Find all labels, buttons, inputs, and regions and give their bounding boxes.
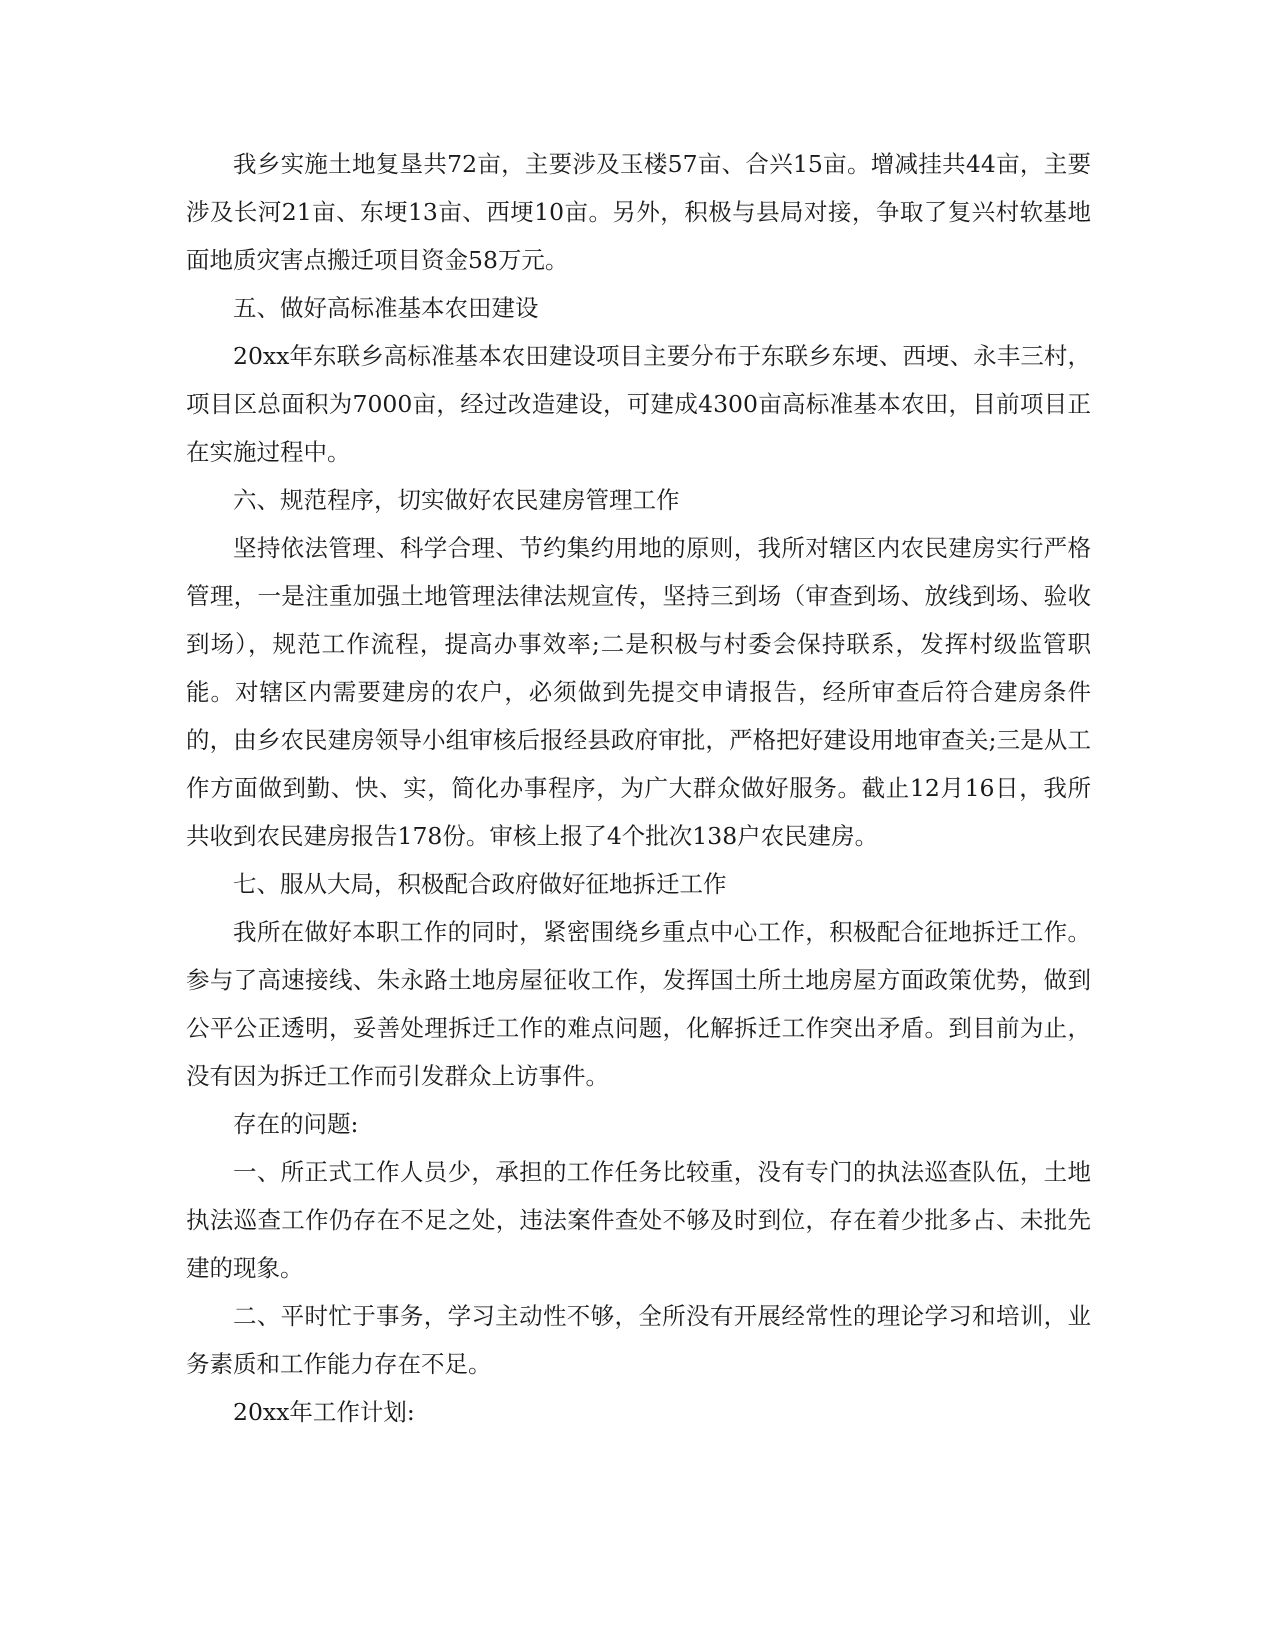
paragraph-farmland-project: 20xx年东联乡高标准基本农田建设项目主要分布于东联乡东埂、西埂、永丰三村，项目区总面积为7000亩，经过改造建设，可建成4300亩高标准基本农田，目前项目正在实施过程中。: [186, 342, 1091, 466]
problems-heading: 存在的问题:: [233, 1110, 359, 1138]
section-heading-7: 七、服从大局，积极配合政府做好征地拆迁工作: [233, 870, 727, 898]
paragraph-land-reclamation: 我乡实施土地复垦共72亩，主要涉及玉楼57亩、合兴15亩。增减挂共44亩，主要涉及长河21亩、东埂13亩、西埂10亩。另外，积极与县局对接，争取了复兴村软基地面地质灾害点搬迁项目资金58万元。: [186, 150, 1091, 274]
section-heading-5: 五、做好高标准基本农田建设: [233, 294, 539, 322]
paragraph-housing-management: 坚持依法管理、科学合理、节约集约用地的原则，我所对辖区内农民建房实行严格管理，一是注重加强土地管理法律法规宣传，坚持三到场（审查到场、放线到场、验收到场），规范工作流程，提高办事效率;二是积极与村委会保持联系，发挥村级监管职能。对辖区内需要建房的农户，必须做到先提交申请报告，经所审查后符合建房条件的，由乡农民建房领导小组审核后报经县政府审批，严格把好建设用地审查关;三是从工作方面做到勤、快、实，简化办事程序，为广大群众做好服务。截止12月16日，我所共收到农民建房报告178份。审核上报了4个批次138户农民建房。: [186, 534, 1091, 850]
section-heading-6: 六、规范程序，切实做好农民建房管理工作: [233, 486, 680, 514]
paragraph-demolition-work: 我所在做好本职工作的同时，紧密围绕乡重点中心工作，积极配合征地拆迁工作。参与了高速接线、朱永路土地房屋征收工作，发挥国土所土地房屋方面政策优势，做到公平公正透明，妥善处理拆迁工作的难点问题，化解拆迁工作突出矛盾。到目前为止，没有因为拆迁工作而引发群众上访事件。: [186, 918, 1091, 1090]
document-body: [186, 140, 1091, 1436]
problem-item-1: 一、所正式工作人员少，承担的工作任务比较重，没有专门的执法巡查队伍，土地执法巡查工作仍存在不足之处，违法案件查处不够及时到位，存在着少批多占、未批先建的现象。: [186, 1158, 1091, 1282]
problem-item-2: 二、平时忙于事务，学习主动性不够，全所没有开展经常性的理论学习和培训，业务素质和工作能力存在不足。: [186, 1302, 1091, 1378]
work-plan-heading: 20xx年工作计划:: [233, 1398, 415, 1426]
